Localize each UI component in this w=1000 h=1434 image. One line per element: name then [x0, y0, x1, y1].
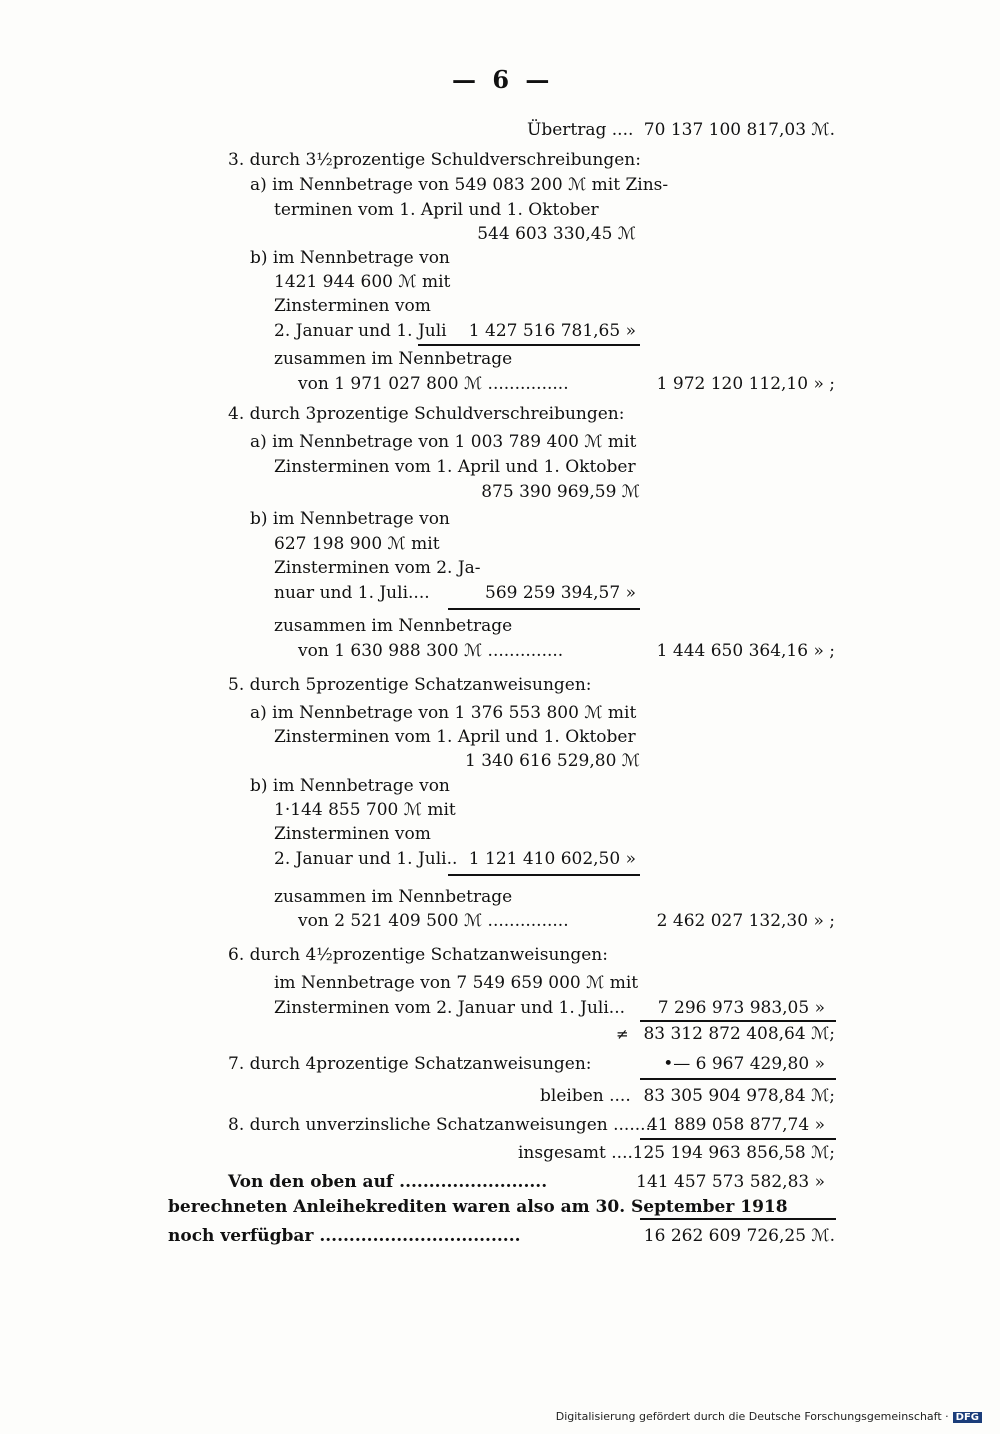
final-sum-rule: [640, 1218, 836, 1220]
section-3-heading: 3. durch 3½prozentige Schuldverschreibungen:: [228, 150, 641, 170]
section-6-amount: 7 296 973 983,05 »: [657, 998, 825, 1018]
section-4-heading: 4. durch 3prozentige Schuldverschreibungen:: [228, 404, 625, 424]
section-4-total-line2: von 1 630 988 300 ℳ ..............: [298, 641, 564, 661]
section-6-line1: im Nennbetrage von 7 549 659 000 ℳ mit: [274, 973, 639, 993]
section-3-total-line1: zusammen im Nennbetrage: [274, 349, 513, 369]
sum-mark: ≠: [616, 1025, 629, 1043]
section-4a-amount: 875 390 969,59 ℳ: [481, 482, 640, 502]
section-8-heading: 8. durch unverzinsliche Schatzanweisungen ........: [228, 1115, 657, 1135]
section-5a-line1: a) im Nennbetrage von 1 376 553 800 ℳ mit: [250, 703, 637, 723]
section-6-sum: 83 312 872 408,64 ℳ;: [643, 1024, 835, 1044]
section-3-total-line2: von 1 971 027 800 ℳ ...............: [298, 374, 569, 394]
final-line2: berechneten Anleihekrediten waren also am 30. September 1918: [168, 1197, 788, 1217]
footer-text: Digitalisierung gefördert durch die Deutsche Forschungsgemeinschaft ·: [555, 1410, 949, 1423]
section-4b-amount: 569 259 394,57 »: [485, 583, 636, 603]
section-3b-line3: Zinsterminen vom: [274, 296, 431, 316]
section-4b-line1: b) im Nennbetrage von: [250, 509, 450, 529]
uebertrag-amount: 70 137 100 817,03 ℳ.: [643, 120, 835, 140]
insgesamt-label: insgesamt ....: [518, 1143, 633, 1163]
insgesamt-amount: 125 194 963 856,58 ℳ;: [632, 1143, 835, 1163]
section-3-sum-rule: [418, 344, 640, 346]
section-5a-amount: 1 340 616 529,80 ℳ: [465, 751, 640, 771]
section-8-sum-rule: [640, 1138, 836, 1140]
section-4b-line2: 627 198 900 ℳ mit: [274, 534, 440, 554]
uebertrag-label: Übertrag ....: [527, 120, 634, 140]
section-3a-amount: 544 603 330,45 ℳ: [477, 224, 636, 244]
section-5b-line4: 2. Januar und 1. Juli..: [274, 849, 458, 869]
section-4-total-line1: zusammen im Nennbetrage: [274, 616, 513, 636]
bleiben-label: bleiben ....: [540, 1086, 631, 1106]
section-4a-line1: a) im Nennbetrage von 1 003 789 400 ℳ mit: [250, 432, 637, 452]
section-6-heading: 6. durch 4½prozentige Schatzanweisungen:: [228, 945, 608, 965]
digitization-footer: [556, 1410, 982, 1423]
final-line3: noch verfügbar ..................................: [168, 1226, 521, 1246]
section-4b-line4: nuar und 1. Juli....: [274, 583, 430, 603]
section-4-total: 1 444 650 364,16 » ;: [656, 641, 835, 661]
section-5-total-line1: zusammen im Nennbetrage: [274, 887, 513, 907]
final-line3-amount: 16 262 609 726,25 ℳ.: [643, 1226, 835, 1246]
bleiben-amount: 83 305 904 978,84 ℳ;: [643, 1086, 835, 1106]
section-8-amount: 41 889 058 877,74 »: [646, 1115, 825, 1135]
final-line1: Von den oben auf .........................: [228, 1172, 548, 1192]
section-4b-line3: Zinsterminen vom 2. Ja-: [274, 558, 481, 578]
section-3b-line4: 2. Januar und 1. Juli: [274, 321, 447, 341]
section-5a-line2: Zinsterminen vom 1. April und 1. Oktober: [274, 727, 636, 747]
section-5-sum-rule: [448, 874, 640, 876]
section-5b-line1: b) im Nennbetrage von: [250, 776, 450, 796]
section-6-sum-rule: [640, 1020, 836, 1022]
section-3b-amount: 1 427 516 781,65 »: [468, 321, 636, 341]
section-4a-line2: Zinsterminen vom 1. April und 1. Oktober: [274, 457, 636, 477]
section-5-total-line2: von 2 521 409 500 ℳ ...............: [298, 911, 569, 931]
section-4-sum-rule: [448, 608, 640, 610]
section-5b-amount: 1 121 410 602,50 »: [468, 849, 636, 869]
page-number: — 6 —: [452, 65, 554, 94]
section-7-sum-rule: [640, 1078, 836, 1080]
section-3a-line2: terminen vom 1. April und 1. Oktober: [274, 200, 599, 220]
final-line1-amount: 141 457 573 582,83 »: [636, 1172, 825, 1192]
section-7-heading: 7. durch 4prozentige Schatzanweisungen:: [228, 1054, 592, 1074]
section-5-heading: 5. durch 5prozentige Schatzanweisungen:: [228, 675, 592, 695]
section-7-amount: •— 6 967 429,80 »: [663, 1054, 825, 1074]
section-3-total: 1 972 120 112,10 » ;: [656, 374, 835, 394]
section-3a-line1: a) im Nennbetrage von 549 083 200 ℳ mit Zins-: [250, 175, 669, 195]
section-3b-line2: 1421 944 600 ℳ mit: [274, 272, 451, 292]
section-6-line2: Zinsterminen vom 2. Januar und 1. Juli...: [274, 998, 626, 1018]
section-3b-line1: b) im Nennbetrage von: [250, 248, 450, 268]
dfg-logo: DFG: [953, 1412, 982, 1423]
section-5b-line2: 1·144 855 700 ℳ mit: [274, 800, 456, 820]
section-5-total: 2 462 027 132,30 » ;: [656, 911, 835, 931]
section-5b-line3: Zinsterminen vom: [274, 824, 431, 844]
